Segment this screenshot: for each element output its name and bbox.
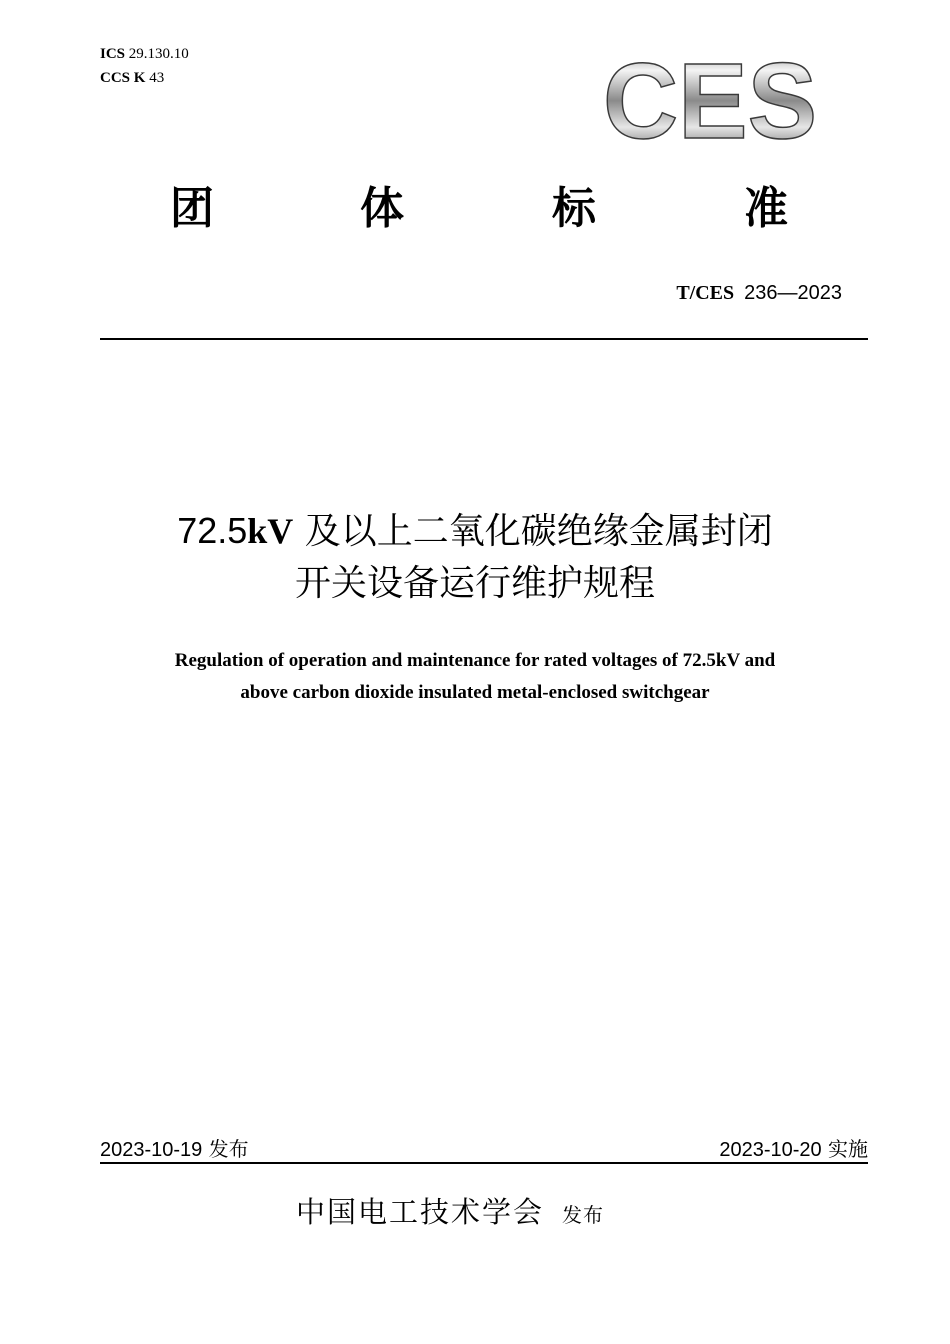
publisher-action: 发布	[562, 1203, 605, 1227]
classification-codes	[100, 42, 189, 90]
title-english-line1: Regulation of operation and maintenance for rated voltages of 72.5kV and	[174, 650, 776, 671]
implementation-date: 2023-10-20 实施	[719, 1137, 868, 1161]
logo-text: CES	[603, 52, 817, 144]
standard-type-char: 标	[552, 183, 596, 234]
ics-code: ICS 29.130.10	[100, 46, 189, 62]
standard-type-char: 体	[360, 183, 404, 234]
title-english	[80, 645, 870, 709]
standard-number: T/CES 236—2023	[676, 282, 842, 304]
standard-type-char: 团	[170, 183, 214, 234]
publisher	[296, 1190, 604, 1231]
bottom-divider	[100, 1162, 868, 1164]
ccs-code: CCS K 43	[100, 70, 165, 86]
standard-type-char: 准	[744, 183, 788, 234]
standard-type	[170, 172, 810, 232]
title-chinese-line2: 开关设备运行维护规程	[294, 563, 655, 604]
title-english-line2: above carbon dioxide insulated metal-enclosed switchgear	[240, 682, 710, 703]
publisher-name: 中国电工技术学会	[296, 1195, 545, 1229]
top-divider	[100, 338, 868, 340]
ces-logo	[600, 52, 820, 144]
issue-date: 2023-10-19 发布	[100, 1137, 249, 1161]
title-chinese	[100, 505, 850, 610]
title-chinese-line1: 72.5kV 及以上二氧化碳绝缘金属封闭	[177, 510, 773, 552]
